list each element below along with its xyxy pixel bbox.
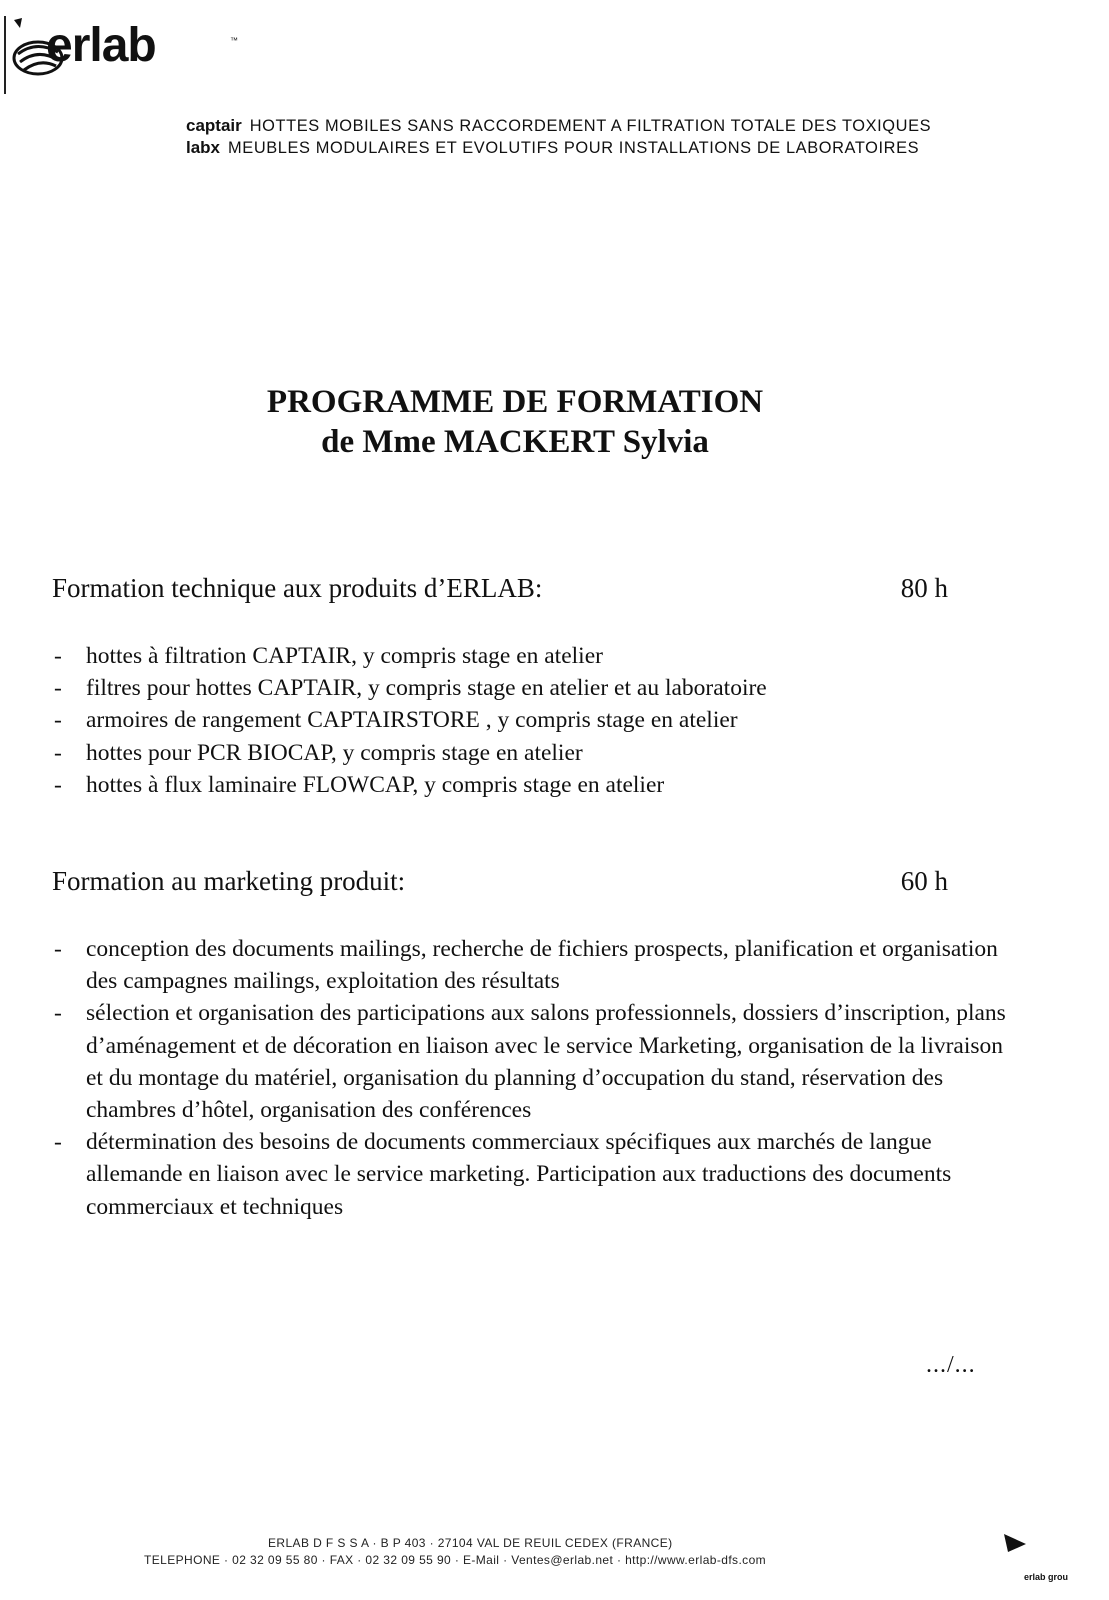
section-title: Formation au marketing produit:	[52, 866, 406, 896]
section-title: Formation technique aux produits d’ERLAB:	[52, 573, 543, 603]
list-item: - hottes à flux laminaire FLOWCAP, y compris stage en atelier	[52, 769, 1012, 801]
section-hours: 80 h	[900, 573, 948, 603]
list-item: - filtres pour hottes CAPTAIR, y compris stage en atelier et au laboratoire	[52, 672, 1012, 704]
erlab-logo	[8, 14, 258, 84]
continued-marker: .../...	[926, 1352, 976, 1378]
product-brand: captair	[186, 116, 242, 135]
list-item: - hottes pour PCR BIOCAP, y compris stage en atelier	[52, 737, 1012, 769]
product-line-captair	[186, 116, 931, 136]
logo-wordmark: erlab	[46, 19, 156, 72]
list-item: - conception des documents mailings, recherche de fichiers prospects, planification et organisation des campagnes mailings, exploitation des résultats	[52, 933, 1012, 997]
section-heading-marketing	[52, 866, 948, 897]
group-flag-icon	[1002, 1532, 1030, 1558]
footer-address: ERLAB D F S S A · B P 403 · 27104 VAL DE REUIL CEDEX (FRANCE)	[268, 1536, 673, 1550]
group-label: erlab grou	[1024, 1572, 1069, 1582]
marketing-training-list	[52, 933, 1012, 1223]
document-title: PROGRAMME DE FORMATION	[266, 384, 764, 420]
list-item: - hottes à filtration CAPTAIR, y compris stage en atelier	[52, 640, 1012, 672]
logo-trademark: ™	[230, 36, 238, 45]
list-item: - armoires de rangement CAPTAIRSTORE , y compris stage en atelier	[52, 704, 1012, 736]
list-item: - sélection et organisation des participations aux salons professionnels, dossiers d’inscription, plans d’aménagement et de décoration en liaison avec le service Marketing, organisation de la livraison et du montage du matériel, organisation du planning d’occupation du stand, réservation des chambres d’hôtel, organisation des conférences	[52, 997, 1012, 1126]
list-item: - détermination des besoins de documents commerciaux spécifiques aux marchés de langue allemande en liaison avec le service marketing. Participation aux traductions des documents commerciaux et techniques	[52, 1126, 1012, 1223]
document-subtitle: de Mme MACKERT Sylvia	[321, 424, 709, 460]
product-description: HOTTES MOBILES SANS RACCORDEMENT A FILTRATION TOTALE DES TOXIQUES	[249, 117, 932, 135]
erlab-group-logo	[1002, 1532, 1106, 1592]
technical-training-list	[52, 640, 1012, 801]
product-brand: labx	[186, 138, 221, 157]
product-description: MEUBLES MODULAIRES ET EVOLUTIFS POUR INSTALLATIONS DE LABORATOIRES	[228, 139, 920, 157]
product-line-labx	[186, 138, 919, 158]
section-hours: 60 h	[900, 866, 948, 896]
section-heading-technical	[52, 573, 948, 604]
footer-contact: TELEPHONE · 02 32 09 55 80 · FAX · 02 32 09 55 90 · E-Mail · Ventes@erlab.net · http://www.erlab-dfs.com	[144, 1553, 767, 1567]
